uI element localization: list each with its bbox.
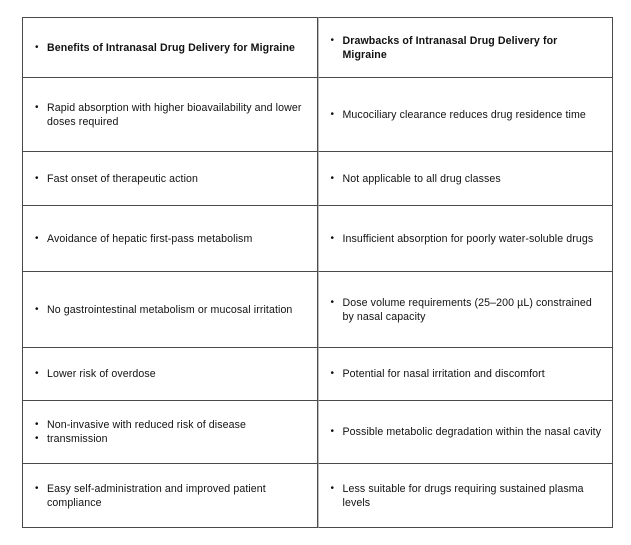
benefit-cell (22, 464, 318, 528)
bullet-icon: • (35, 101, 39, 113)
header-drawbacks-label: Drawbacks of Intranasal Drug Delivery for Migraine (342, 34, 558, 61)
bullet-icon: • (35, 482, 39, 494)
benefit-text: transmission (47, 433, 108, 445)
benefit-cell (22, 348, 318, 401)
list-item (331, 108, 586, 122)
list-item (331, 232, 594, 246)
bullet-icon: • (35, 303, 39, 315)
list-item (35, 101, 307, 129)
drawback-cell (318, 464, 614, 528)
bullet-icon: • (35, 433, 39, 444)
benefit-cell (22, 206, 318, 272)
drawback-cell (318, 152, 614, 206)
table-row (22, 348, 613, 401)
list-item (35, 367, 156, 381)
drawback-text: Dose volume requirements (25–200 µL) constrained by nasal capacity (342, 296, 592, 323)
benefit-text: Fast onset of therapeutic action (47, 172, 199, 185)
list-item (331, 482, 603, 510)
bullet-icon: • (330, 296, 335, 308)
benefit-text: No gastrointestinal metabolism or mucosal irritation (47, 303, 293, 316)
benefit-text: Avoidance of hepatic first-pass metabolism (47, 232, 253, 245)
table-row (22, 152, 613, 206)
list-item (35, 232, 252, 246)
drawback-cell (318, 78, 614, 152)
table-row (22, 401, 613, 464)
drawback-text: Possible metabolic degradation within the nasal cavity (342, 426, 602, 438)
list-item (331, 367, 545, 381)
list-item (331, 296, 603, 324)
drawback-cell (318, 272, 614, 348)
bullet-icon: • (35, 368, 39, 379)
list-item (331, 34, 603, 62)
header-benefits-label: Benefits of Intranasal Drug Delivery for Migraine (47, 41, 296, 54)
header-benefits (22, 17, 318, 78)
table-row (22, 206, 613, 272)
list-item (35, 172, 198, 186)
drawback-text: Potential for nasal irritation and discomfort (342, 368, 545, 380)
benefit-cell (22, 78, 318, 152)
list-item (331, 172, 501, 186)
bullet-icon: • (35, 419, 39, 430)
benefit-text: Non-invasive with reduced risk of disease (47, 419, 246, 431)
bullet-icon: • (330, 482, 335, 494)
table-row (22, 464, 613, 528)
list-item (331, 425, 602, 439)
benefit-text: Lower risk of overdose (47, 368, 156, 380)
bullet-icon: • (330, 232, 335, 244)
list-item (35, 41, 295, 55)
benefit-cell (22, 272, 318, 348)
drawback-cell (318, 206, 614, 272)
drawback-cell (318, 348, 614, 401)
benefit-bullets (35, 418, 246, 446)
list-item (35, 303, 292, 317)
benefit-cell (22, 152, 318, 206)
benefit-text: Rapid absorption with higher bioavailability and lower doses required (47, 101, 302, 128)
bullet-icon: • (35, 172, 39, 184)
drawback-text: Mucociliary clearance reduces drug residence time (342, 108, 586, 121)
list-item (35, 418, 246, 432)
comparison-table (22, 17, 613, 528)
bullet-icon: • (330, 108, 335, 120)
drawback-cell (318, 401, 614, 464)
bullet-icon: • (35, 232, 39, 244)
drawback-text: Less suitable for drugs requiring sustained plasma levels (342, 482, 584, 509)
bullet-icon: • (330, 368, 335, 379)
header-drawbacks (318, 17, 614, 78)
list-item (35, 482, 307, 510)
drawback-text: Insufficient absorption for poorly water-soluble drugs (342, 232, 594, 245)
benefit-cell (22, 401, 318, 464)
table-header-row (22, 17, 613, 78)
bullet-icon: • (330, 426, 335, 437)
drawback-text: Not applicable to all drug classes (342, 172, 501, 185)
bullet-icon: • (330, 172, 335, 184)
list-item (35, 432, 246, 446)
table-row (22, 78, 613, 152)
bullet-icon: • (35, 41, 39, 53)
bullet-icon: • (330, 34, 335, 46)
table-row (22, 272, 613, 348)
benefit-text: Easy self-administration and improved patient compliance (47, 482, 266, 509)
